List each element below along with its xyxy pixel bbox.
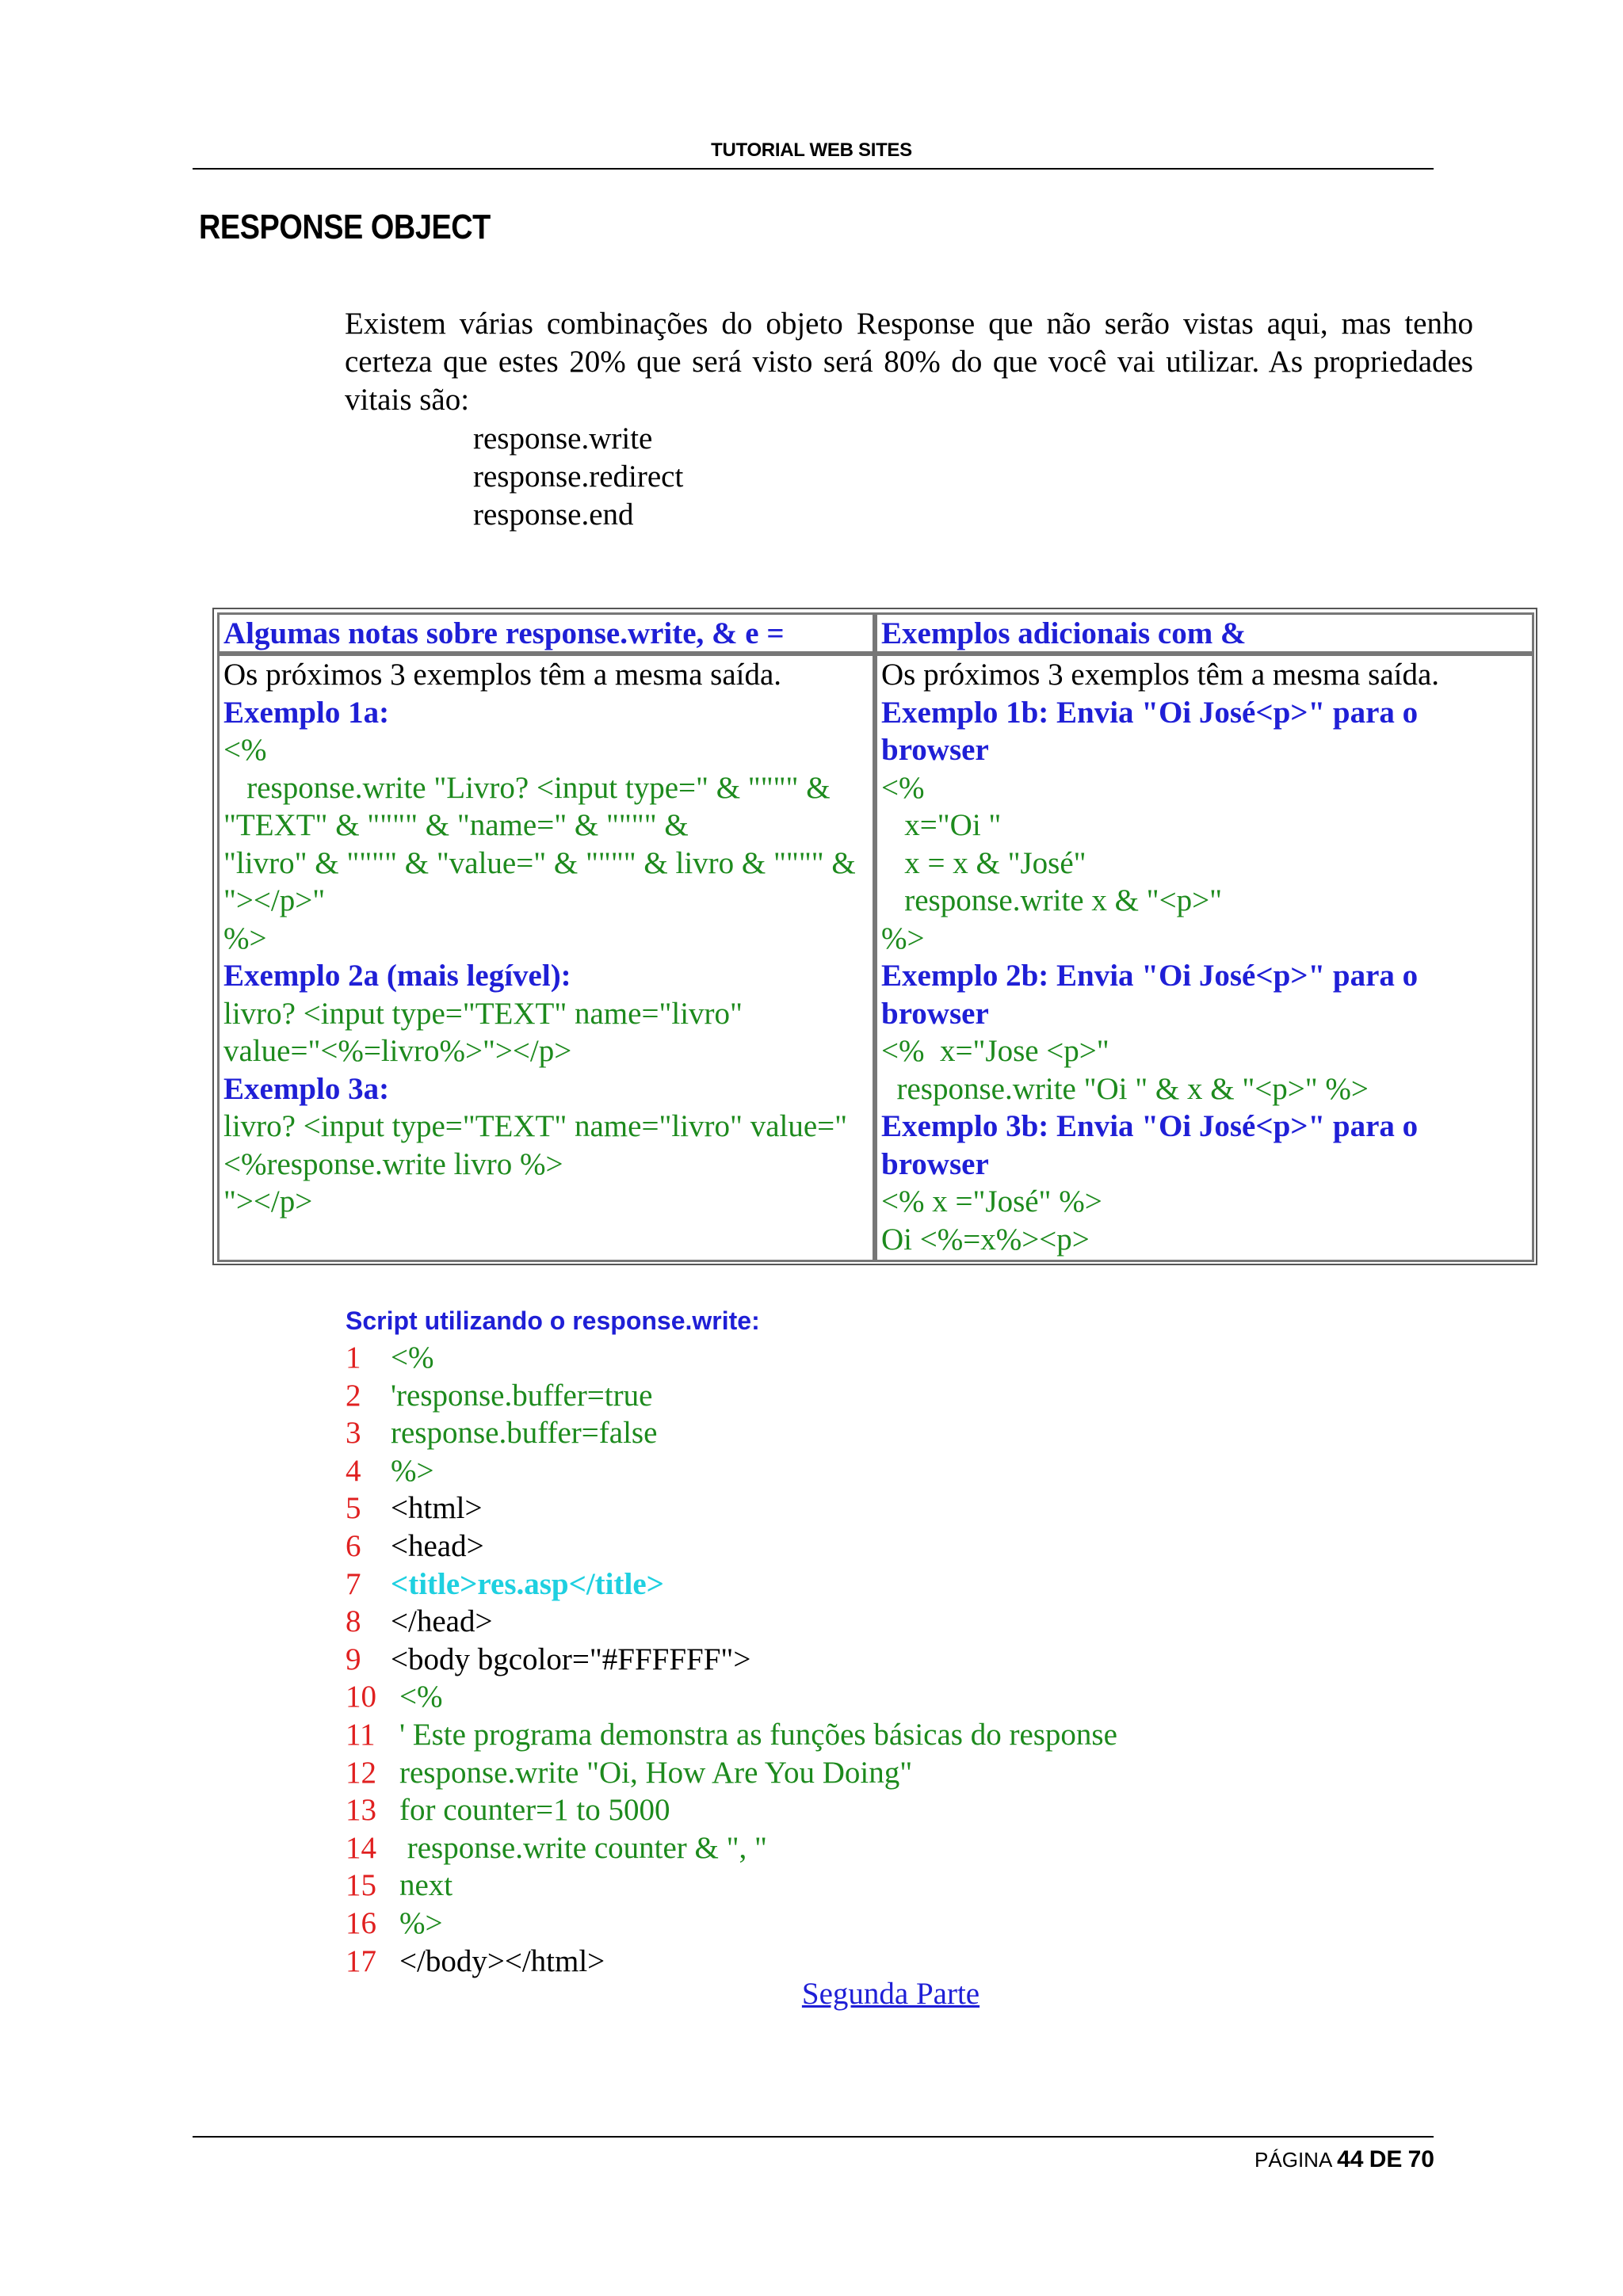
code-line bbox=[346, 1943, 605, 1981]
table-line: "></p> bbox=[223, 1184, 313, 1219]
table-line: <% bbox=[881, 770, 925, 805]
line-number: 13 bbox=[346, 1793, 376, 1828]
code-text: for counter=1 to 5000 bbox=[399, 1793, 670, 1828]
page-footer bbox=[1254, 2146, 1434, 2173]
table-line: browser bbox=[881, 733, 989, 767]
code-text: <% bbox=[399, 1680, 443, 1714]
table-line: Os próximos 3 exemplos têm a mesma saída. bbox=[881, 658, 1440, 692]
code-text: next bbox=[399, 1868, 453, 1903]
code-line bbox=[346, 1791, 670, 1829]
code-line bbox=[346, 1867, 453, 1905]
table-line: x="Oi " bbox=[881, 808, 1002, 842]
line-number: 1 bbox=[346, 1341, 361, 1375]
table-line: %> bbox=[881, 921, 925, 955]
table-header-col2: Exemplos adicionais com & bbox=[875, 612, 1534, 654]
line-number: 8 bbox=[346, 1604, 361, 1639]
table-line: browser bbox=[881, 1146, 989, 1181]
line-number: 2 bbox=[346, 1378, 361, 1413]
table-header-col1: Algumas notas sobre response.write, & e = bbox=[217, 612, 875, 654]
table-line: value="<%=livro%>"></p> bbox=[223, 1034, 572, 1068]
line-number: 17 bbox=[346, 1943, 376, 1978]
code-line bbox=[346, 1489, 483, 1527]
table-line: response.write x & "<p>" bbox=[881, 883, 1223, 917]
footer-of: DE bbox=[1369, 2146, 1403, 2172]
table-line: "TEXT" & """" & "name=" & """" & bbox=[223, 808, 689, 842]
code-line bbox=[346, 1452, 434, 1490]
code-text: %> bbox=[399, 1905, 443, 1940]
code-text: <title>res.asp</title> bbox=[391, 1566, 664, 1601]
line-number: 3 bbox=[346, 1416, 361, 1451]
script-title: Script utilizando o response.write: bbox=[346, 1306, 760, 1335]
table-cell-col1 bbox=[217, 654, 875, 1262]
footer-label: PÁGINA bbox=[1254, 2148, 1331, 2172]
code-listing bbox=[346, 1339, 1117, 1980]
properties-list bbox=[473, 420, 683, 534]
line-number: 6 bbox=[346, 1528, 361, 1563]
code-line bbox=[346, 1829, 767, 1867]
table-line: Exemplo 3b: Envia "Oi José<p>" para o bbox=[881, 1109, 1419, 1143]
table-line: x = x & "José" bbox=[881, 845, 1086, 880]
table-line: response.write "Oi " & x & "<p>" %> bbox=[881, 1071, 1369, 1106]
code-line bbox=[346, 1678, 443, 1716]
line-number: 16 bbox=[346, 1905, 376, 1940]
running-header: TUTORIAL WEB SITES bbox=[711, 139, 912, 161]
line-number: 5 bbox=[346, 1491, 361, 1526]
code-text: %> bbox=[391, 1453, 434, 1488]
header-rule bbox=[193, 168, 1434, 170]
code-line bbox=[346, 1754, 913, 1792]
table-line: <% x ="José" %> bbox=[881, 1184, 1102, 1219]
code-line bbox=[346, 1339, 434, 1377]
code-text: response.buffer=false bbox=[391, 1416, 658, 1451]
code-line bbox=[346, 1716, 1117, 1754]
code-text: <html> bbox=[391, 1491, 483, 1526]
code-text: ' Este programa demonstra as funções básicas do response bbox=[399, 1717, 1117, 1752]
code-line bbox=[346, 1641, 751, 1679]
table-line: <%response.write livro %> bbox=[223, 1146, 563, 1181]
property-item: response.redirect bbox=[473, 460, 684, 494]
line-number: 15 bbox=[346, 1868, 376, 1903]
code-line bbox=[346, 1414, 658, 1452]
code-text: response.write "Oi, How Are You Doing" bbox=[399, 1755, 913, 1790]
code-line bbox=[346, 1566, 664, 1604]
table-line: livro? <input type="TEXT" name="livro" value=" bbox=[223, 1109, 848, 1143]
table-line: Exemplo 1a: bbox=[223, 695, 390, 730]
table-line: response.write "Livro? <input type=" & """" & bbox=[223, 770, 831, 805]
property-item: response.write bbox=[473, 421, 653, 456]
intro-paragraph: Existem várias combinações do objeto Response que não serão vistas aqui, mas tenho certeza que estes 20% que será visto será 80% do que você vai utilizar. As propriedades vitais são: bbox=[345, 307, 1473, 417]
code-text: 'response.buffer=true bbox=[391, 1378, 653, 1413]
line-number: 10 bbox=[346, 1680, 376, 1714]
line-number: 9 bbox=[346, 1642, 361, 1676]
table-cell-col2 bbox=[875, 654, 1534, 1262]
line-number: 11 bbox=[346, 1717, 376, 1752]
line-number: 12 bbox=[346, 1755, 376, 1790]
code-text: </body></html> bbox=[399, 1943, 605, 1978]
property-item: response.end bbox=[473, 498, 634, 532]
footer-page: 44 bbox=[1337, 2146, 1364, 2172]
table-line: %> bbox=[223, 921, 267, 955]
table-line: Os próximos 3 exemplos têm a mesma saída. bbox=[223, 658, 782, 692]
line-number: 14 bbox=[346, 1830, 376, 1865]
code-line bbox=[346, 1527, 484, 1566]
examples-table bbox=[212, 608, 1537, 1265]
section-title: RESPONSE OBJECT bbox=[199, 208, 491, 246]
code-text: </head> bbox=[391, 1604, 493, 1639]
code-text: response.write counter & ", " bbox=[399, 1830, 767, 1865]
footer-total: 70 bbox=[1407, 2146, 1434, 2172]
table-line: browser bbox=[881, 996, 989, 1031]
code-text: <head> bbox=[391, 1528, 484, 1563]
code-text: <body bgcolor="#FFFFFF"> bbox=[391, 1642, 751, 1676]
table-line: <% x="Jose <p>" bbox=[881, 1034, 1109, 1068]
table-line: livro? <input type="TEXT" name="livro" bbox=[223, 996, 743, 1031]
code-text: <% bbox=[391, 1341, 434, 1375]
table-line: Exemplo 2b: Envia "Oi José<p>" para o bbox=[881, 959, 1419, 993]
table-line: Exemplo 2a (mais legível): bbox=[223, 959, 571, 993]
code-line bbox=[346, 1603, 493, 1641]
table-line: <% bbox=[223, 733, 267, 767]
table-line: "livro" & """" & "value=" & """" & livro & """" & bbox=[223, 845, 856, 880]
table-line: Oi <%=x%><p> bbox=[881, 1222, 1090, 1257]
line-number: 7 bbox=[346, 1566, 361, 1601]
table-line: Exemplo 1b: Envia "Oi José<p>" para o bbox=[881, 695, 1419, 730]
table-line: Exemplo 3a: bbox=[223, 1071, 390, 1106]
table-line: "></p>" bbox=[223, 883, 326, 917]
code-line bbox=[346, 1377, 653, 1415]
line-number: 4 bbox=[346, 1453, 361, 1488]
next-part-link[interactable]: Segunda Parte bbox=[801, 1977, 980, 2011]
code-line bbox=[346, 1905, 443, 1943]
footer-rule bbox=[193, 2136, 1434, 2138]
